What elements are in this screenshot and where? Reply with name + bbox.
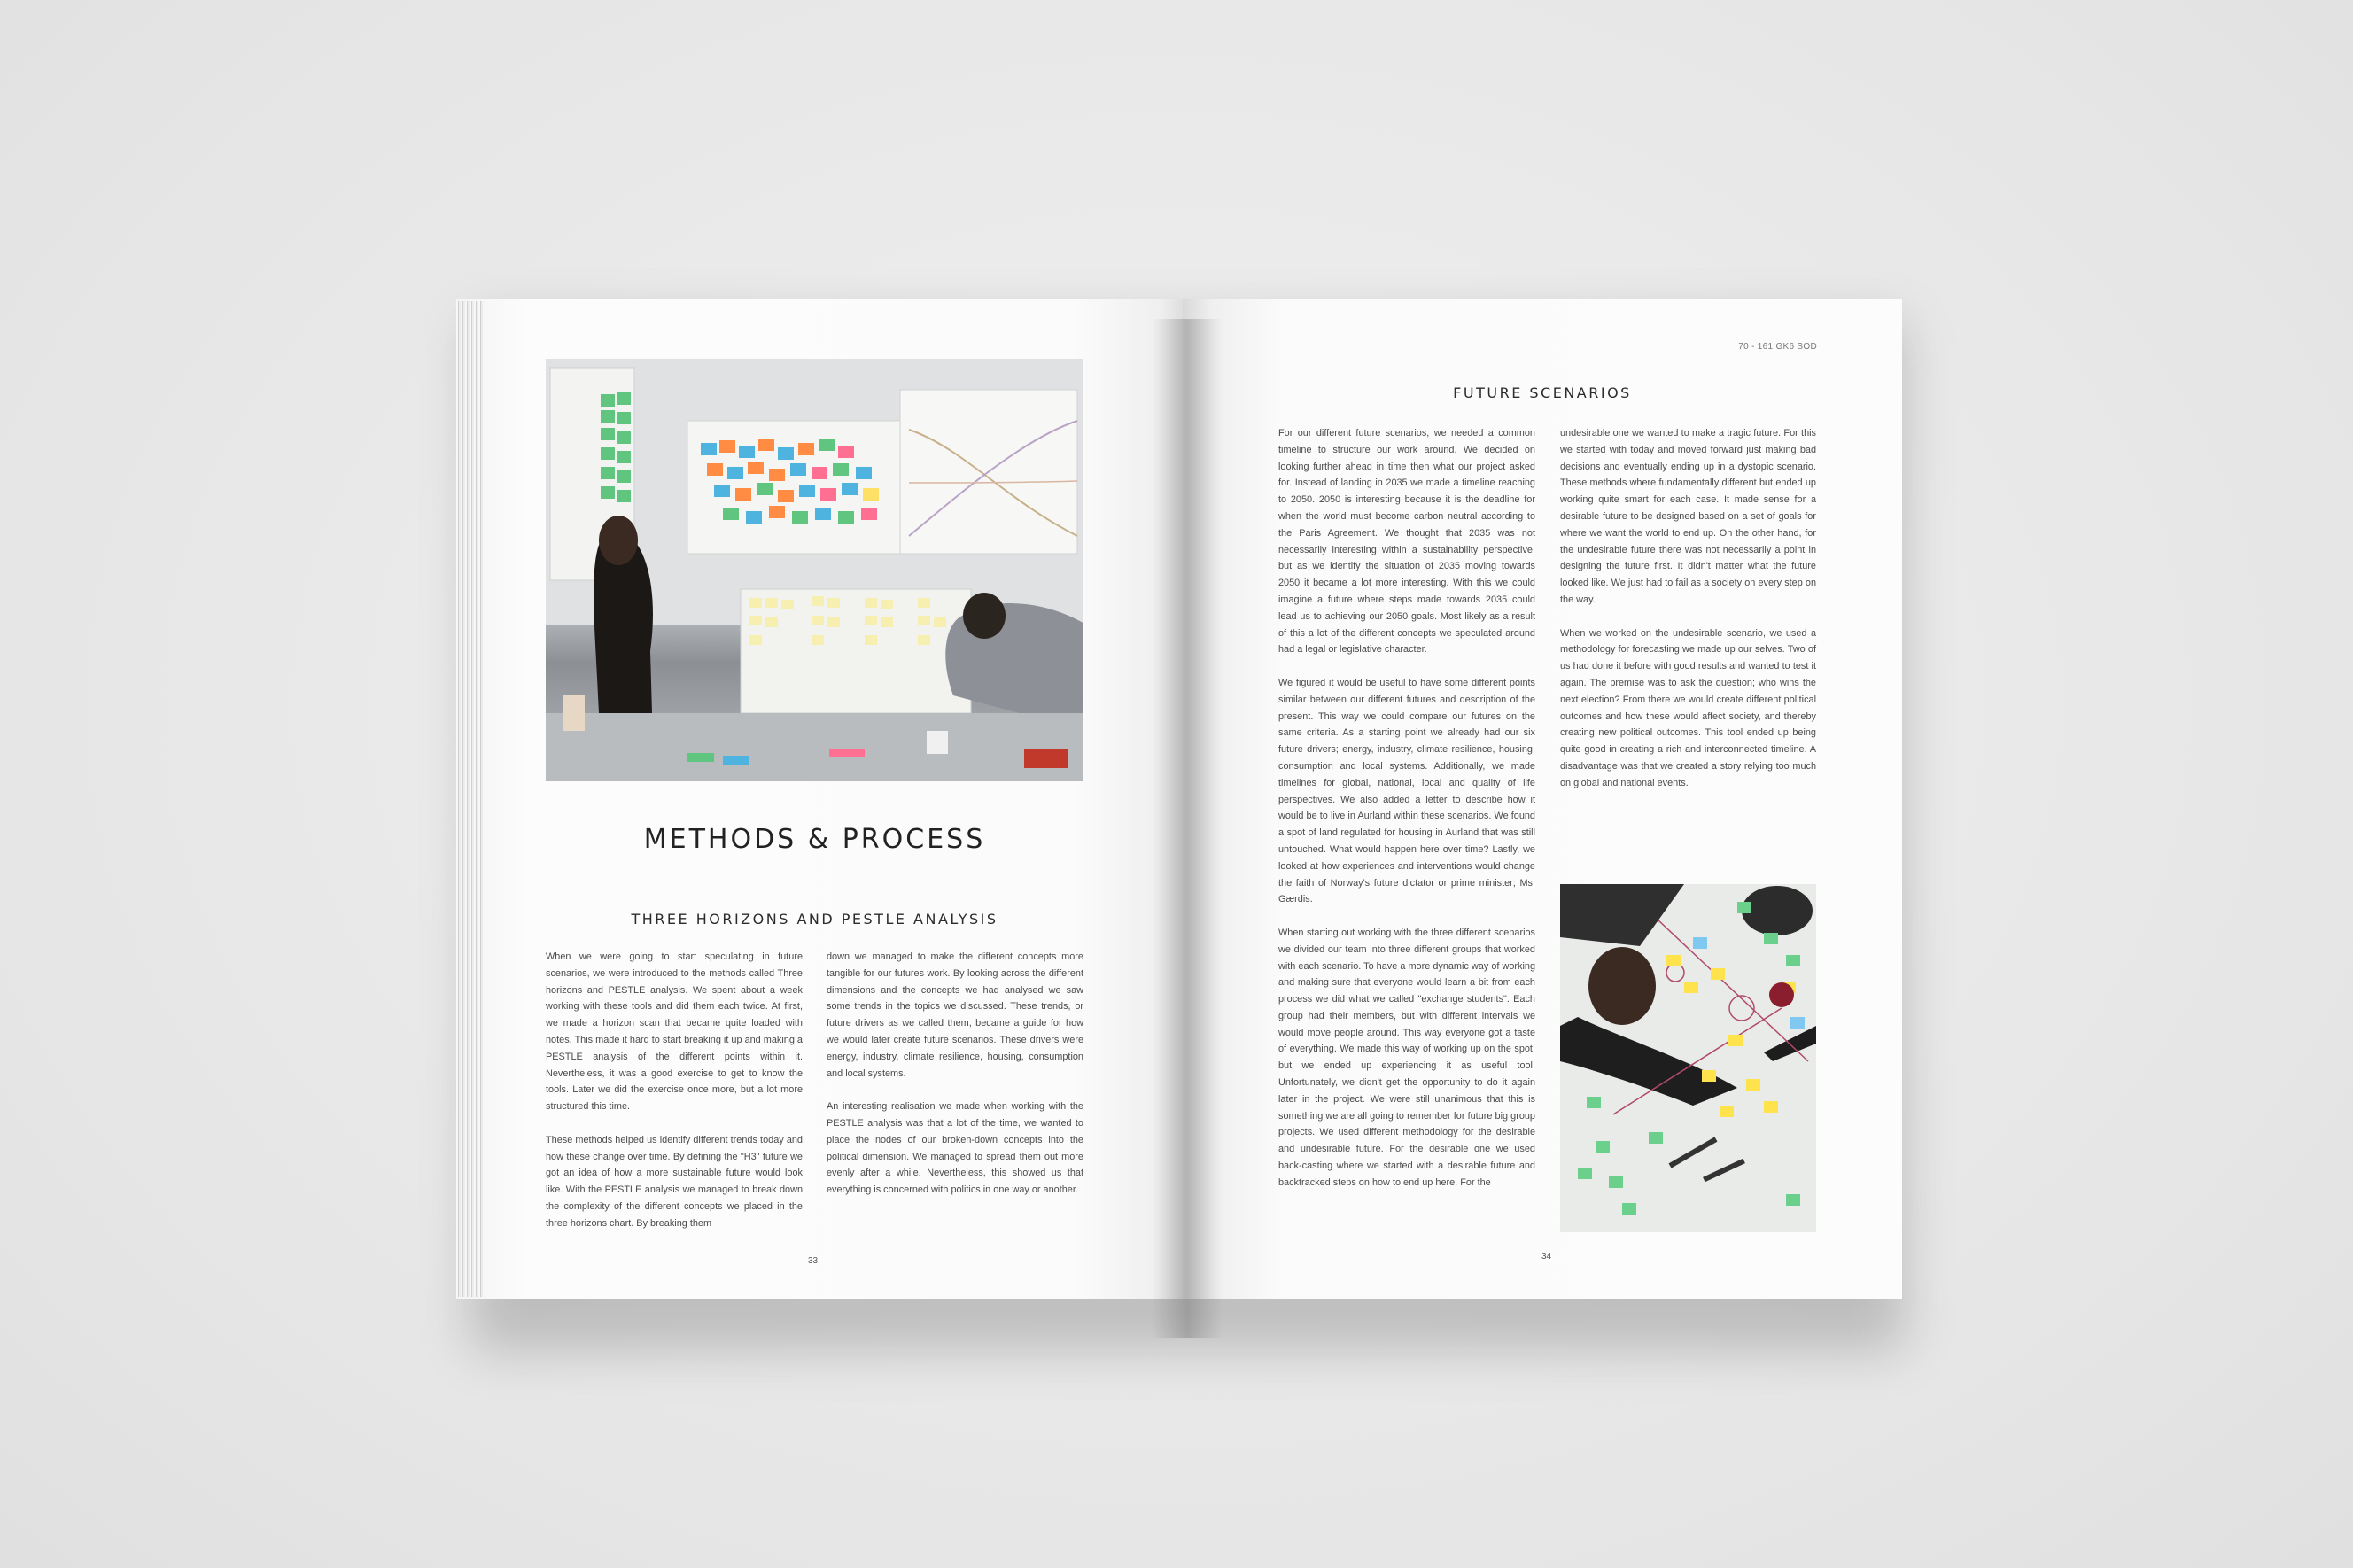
page-number: 33 (808, 1256, 819, 1266)
right-column-1 (1278, 425, 1535, 1207)
page-edges (456, 301, 483, 1297)
paragraph: An interesting realisation we made when working with the PESTLE analysis was that a lot of the time, we wanted to place the nodes of our broken-down concepts into the political dimension. We managed to spread them out more evenly after a while. Nevertheless, this showed us that everything is concerned with politics in one way or another. (827, 1101, 1083, 1196)
page-number: 34 (1541, 1252, 1552, 1261)
paragraph: These methods helped us identify different trends today and how these change over time. By defining the "H3" future we got an idea of how a more sustainable future would look like. With the PESTLE analysis we managed to break down the complexity of the different concepts we placed in the three horizons chart. By breaking them (546, 1134, 803, 1229)
right-column-2 (1560, 425, 1816, 808)
paragraph: We figured it would be useful to have some different points similar between our different futures and description of the present. This way we could compare our futures on the same criteria. As a starting point we already had our six future drivers; energy, industry, climate resilience, housing, consumption and local systems. Additionally, we made timelines for global, national, local and quality of life perspectives. We also added a letter to describe how it would be to live in Aurland within these scenarios. We found a spot of land regulated for housing in Aurland that was still untouched. What would happen here over time? Lastly, we looked at how experiences and interventions would change the faith of Norway's future dictator or prime minister; Ms. Gærdis. (1278, 677, 1535, 905)
paragraph: When we were going to start speculating in future scenarios, we were introduced to the methods called Three horizons and PESTLE analysis. We spent about a week working with these tools and did them each twice. At first, we made a horizon scan that became quite loaded with notes. This made it hard to start breaking it up and making a PESTLE analysis of the different points within it. Nevertheless, it was a good exercise to get to know the tools. Later we did the exercise once more, but a lot more structured this time. (546, 951, 803, 1113)
paragraph: down we managed to make the different concepts more tangible for our futures work. By looking across the different dimensions and the concepts we had analysed we saw some trends in the topics we discussed. These trends, or future drivers as we called them, became a guide for how we would later create future scenarios. These drivers were energy, industry, climate resilience, housing, consumption and local systems. (827, 951, 1083, 1079)
left-column-1 (546, 949, 803, 1248)
left-column-2 (827, 949, 1083, 1215)
spine-shadow (1152, 319, 1223, 1338)
paragraph: For our different future scenarios, we needed a common timeline to structure our work around. We decided on looking further ahead in time then what our project asked for. Instead of landing in 2035 we made a timeline reaching to 2050. 2050 is interesting because it is the deadline for when the world must become carbon neutral according to the Paris Agreement. We thought that 2035 was not necessarily interesting within a sustainability perspective, but as we identify the situation of 2035 moving towards 2050 it became a lot more interesting. With this we could imagine a future where steps made towards 2035 could lead us to achieving our 2050 goals. Most likely as a result of this a lot of the different concepts we speculated around had a legal or legislative character. (1278, 428, 1535, 656)
section-subtitle: THREE HORIZONS AND PESTLE ANALYSIS (631, 911, 998, 928)
workshop-photo-table (1560, 884, 1816, 1232)
section-title: METHODS & PROCESS (643, 824, 986, 855)
right-page (1183, 299, 1902, 1299)
paragraph: undesirable one we wanted to make a tragic future. For this we started with today and moved forward just making bad decisions and eventually ending up in a dystopic scenario. These methods where fundamentally different but ended up working quite smart for each case. It made sense for a desirable future to be designed based on a set of goals for where we want the world to end up. On the other hand, for the undesirable future there was not necessarily a point in designing the future first. It didn't matter what the future looked like. We just had to fail as a society on every step on the way. (1560, 428, 1816, 605)
workshop-photo-wall (546, 359, 1083, 781)
paragraph: When we worked on the undesirable scenario, we used a methodology for forecasting we made up our selves. Two of us had done it before with good results and wanted to test it again. The premise was to ask the question; who wins the next election? From there we would create different political outcomes and how these would affect society, and thereby creating new political outcomes. This tool ended up being quite good in creating a rich and interconnected timeline. A disadvantage was that we created a story relying too much on global and national events. (1560, 627, 1816, 788)
running-header: 70 - 161 GK6 SOD (1738, 342, 1817, 352)
section-title: FUTURE SCENARIOS (1453, 384, 1632, 401)
paragraph: When starting out working with the three different scenarios we divided our team into three different groups that worked with each scenario. To have a more dynamic way of working and making sure that everyone would learn a bit from each process we did what we called "exchange students". Each group had their members, but with different intervals we would move people around. This way everyone got a taste of everything. We made this way of working up on the spot, but we ended up experiencing it as useful tool! Unfortunately, we didn't get the opportunity to do it again later in the project. We were still unanimous that this is something we are all going to remember for future big group projects. We used different methodology for the desirable and undesirable future. For the desirable one we used back-casting where we started with a desirable future and backtracked steps on how to end up here. For the (1278, 927, 1535, 1188)
left-page (456, 299, 1183, 1299)
